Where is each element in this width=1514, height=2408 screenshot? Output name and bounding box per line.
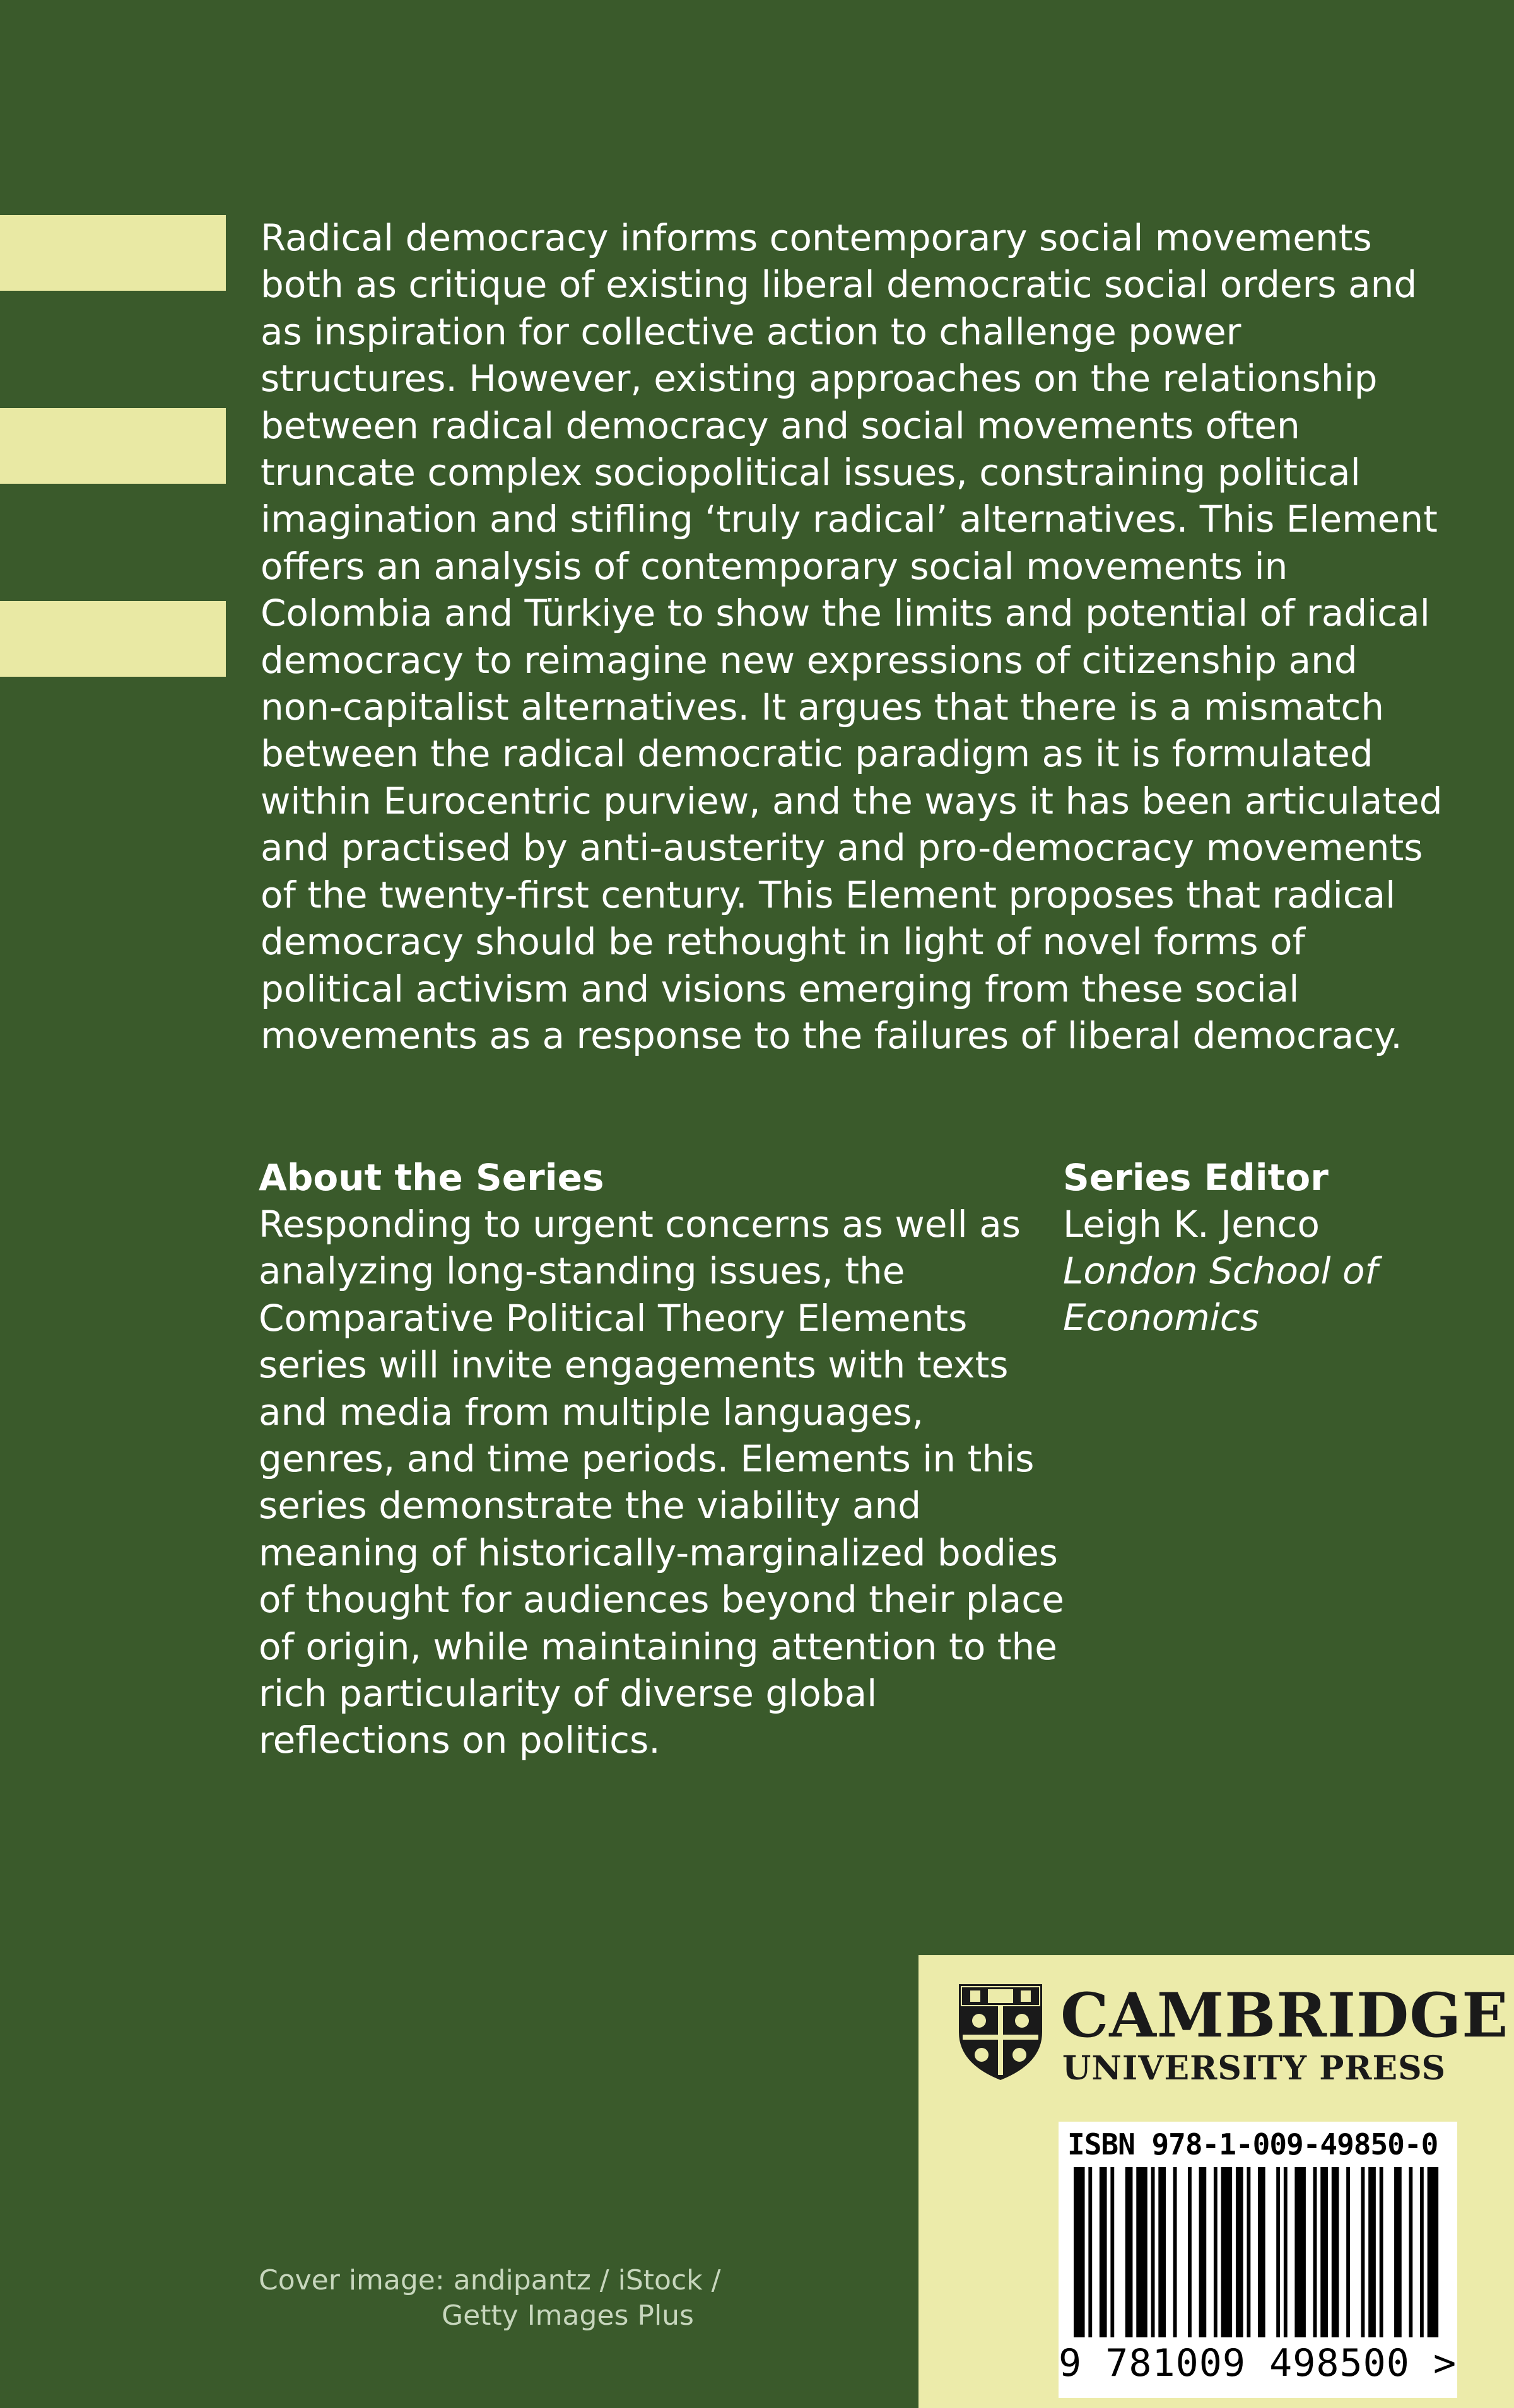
barcode-bar	[1236, 2167, 1243, 2337]
about-series-heading: About the Series	[259, 1156, 604, 1199]
barcode-icon	[1074, 2167, 1442, 2337]
publisher-panel	[918, 1955, 1514, 2408]
publisher-subname: UNIVERSITY PRESS	[1062, 2049, 1447, 2088]
accent-bar-bottom	[0, 601, 226, 677]
barcode-bar	[1214, 2167, 1218, 2337]
barcode-bar	[1188, 2167, 1192, 2337]
accent-bar-top	[0, 215, 226, 291]
about-series-text: Responding to urgent concerns as well as analyzing long-standing issues, the Comparative Political Theory Elements series will invite engagements with texts and media from multiple languages, genres, and time periods. Elements in this series demonstrate the viability and meaning of historically-marginalized bodies of thought for audiences beyond their place of origin, while maintaining attention to the rich particularity of diverse global reflections on politics.	[259, 1203, 1064, 1762]
barcode-bar	[1394, 2167, 1402, 2337]
barcode-bar	[1320, 2167, 1328, 2337]
barcode-bar	[1361, 2167, 1365, 2337]
barcode-bar	[1409, 2167, 1412, 2337]
barcode-bar	[1294, 2167, 1306, 2337]
series-editor-affiliation: London School of Economics	[1063, 1249, 1378, 1339]
series-editor-name: Leigh K. Jenco	[1063, 1203, 1320, 1246]
barcode-bar	[1136, 2167, 1147, 2337]
cambridge-crest-icon	[956, 1982, 1045, 2083]
barcode-bar	[1110, 2167, 1114, 2337]
barcode-bar	[1428, 2167, 1439, 2337]
accent-bar-middle	[0, 408, 226, 484]
isbn-label: ISBN 978-1-009-49850-0	[1067, 2127, 1438, 2161]
barcode-bar	[1247, 2167, 1250, 2337]
barcode-bar	[1368, 2167, 1376, 2337]
barcode-bar	[1420, 2167, 1424, 2337]
barcode-bar	[1173, 2167, 1177, 2337]
barcode-box	[1059, 2122, 1457, 2398]
barcode-bar	[1332, 2167, 1339, 2337]
barcode-bar	[1221, 2167, 1233, 2337]
book-blurb: Radical democracy informs contemporary social movements both as critique of existing liberal democratic social orders and as inspiration for collective action to challenge power structures. However, existing approaches on the relationship between radical democracy and social movements often truncate complex sociopolitical issues, constraining political imagination and stifling ‘truly radical’ alternatives. This Element offers an analysis of contemporary social movements in Colombia and Türkiye to show the limits and potential of radical democracy to reimagine new expressions of citizenship and non-capitalist alternatives. It argues that there is a mismatch between the radical democratic paradigm as it is formulated within Eurocentric purview, and the ways it has been articulated and practised by anti-austerity and pro-democracy movements of the twenty-first century. This Element proposes that radical democracy should be rethought in light of novel forms of political activism and visions emerging from these social movements as a response to the failures of liberal democracy.	[261, 216, 1443, 1057]
barcode-bar	[1158, 2167, 1166, 2337]
barcode-bar	[1346, 2167, 1350, 2337]
cover-credit-line1: Cover image: andipantz / iStock /	[259, 2264, 721, 2296]
series-editor-heading: Series Editor	[1063, 1156, 1329, 1199]
barcode-bar	[1380, 2167, 1383, 2337]
barcode-bar	[1276, 2167, 1280, 2337]
barcode-bar	[1199, 2167, 1207, 2337]
barcode-bar	[1313, 2167, 1317, 2337]
barcode-bar	[1125, 2167, 1133, 2337]
barcode-bar	[1088, 2167, 1092, 2337]
cover-credit-line2: Getty Images Plus	[442, 2300, 694, 2332]
barcode-bar	[1284, 2167, 1288, 2337]
barcode-bar	[1151, 2167, 1155, 2337]
barcode-bar	[1258, 2167, 1265, 2337]
barcode-digits: 9 781009 498500 >	[1059, 2341, 1457, 2385]
barcode-bar	[1100, 2167, 1107, 2337]
publisher-name: CAMBRIDGE	[1060, 1980, 1509, 2051]
barcode-bar	[1074, 2167, 1085, 2337]
